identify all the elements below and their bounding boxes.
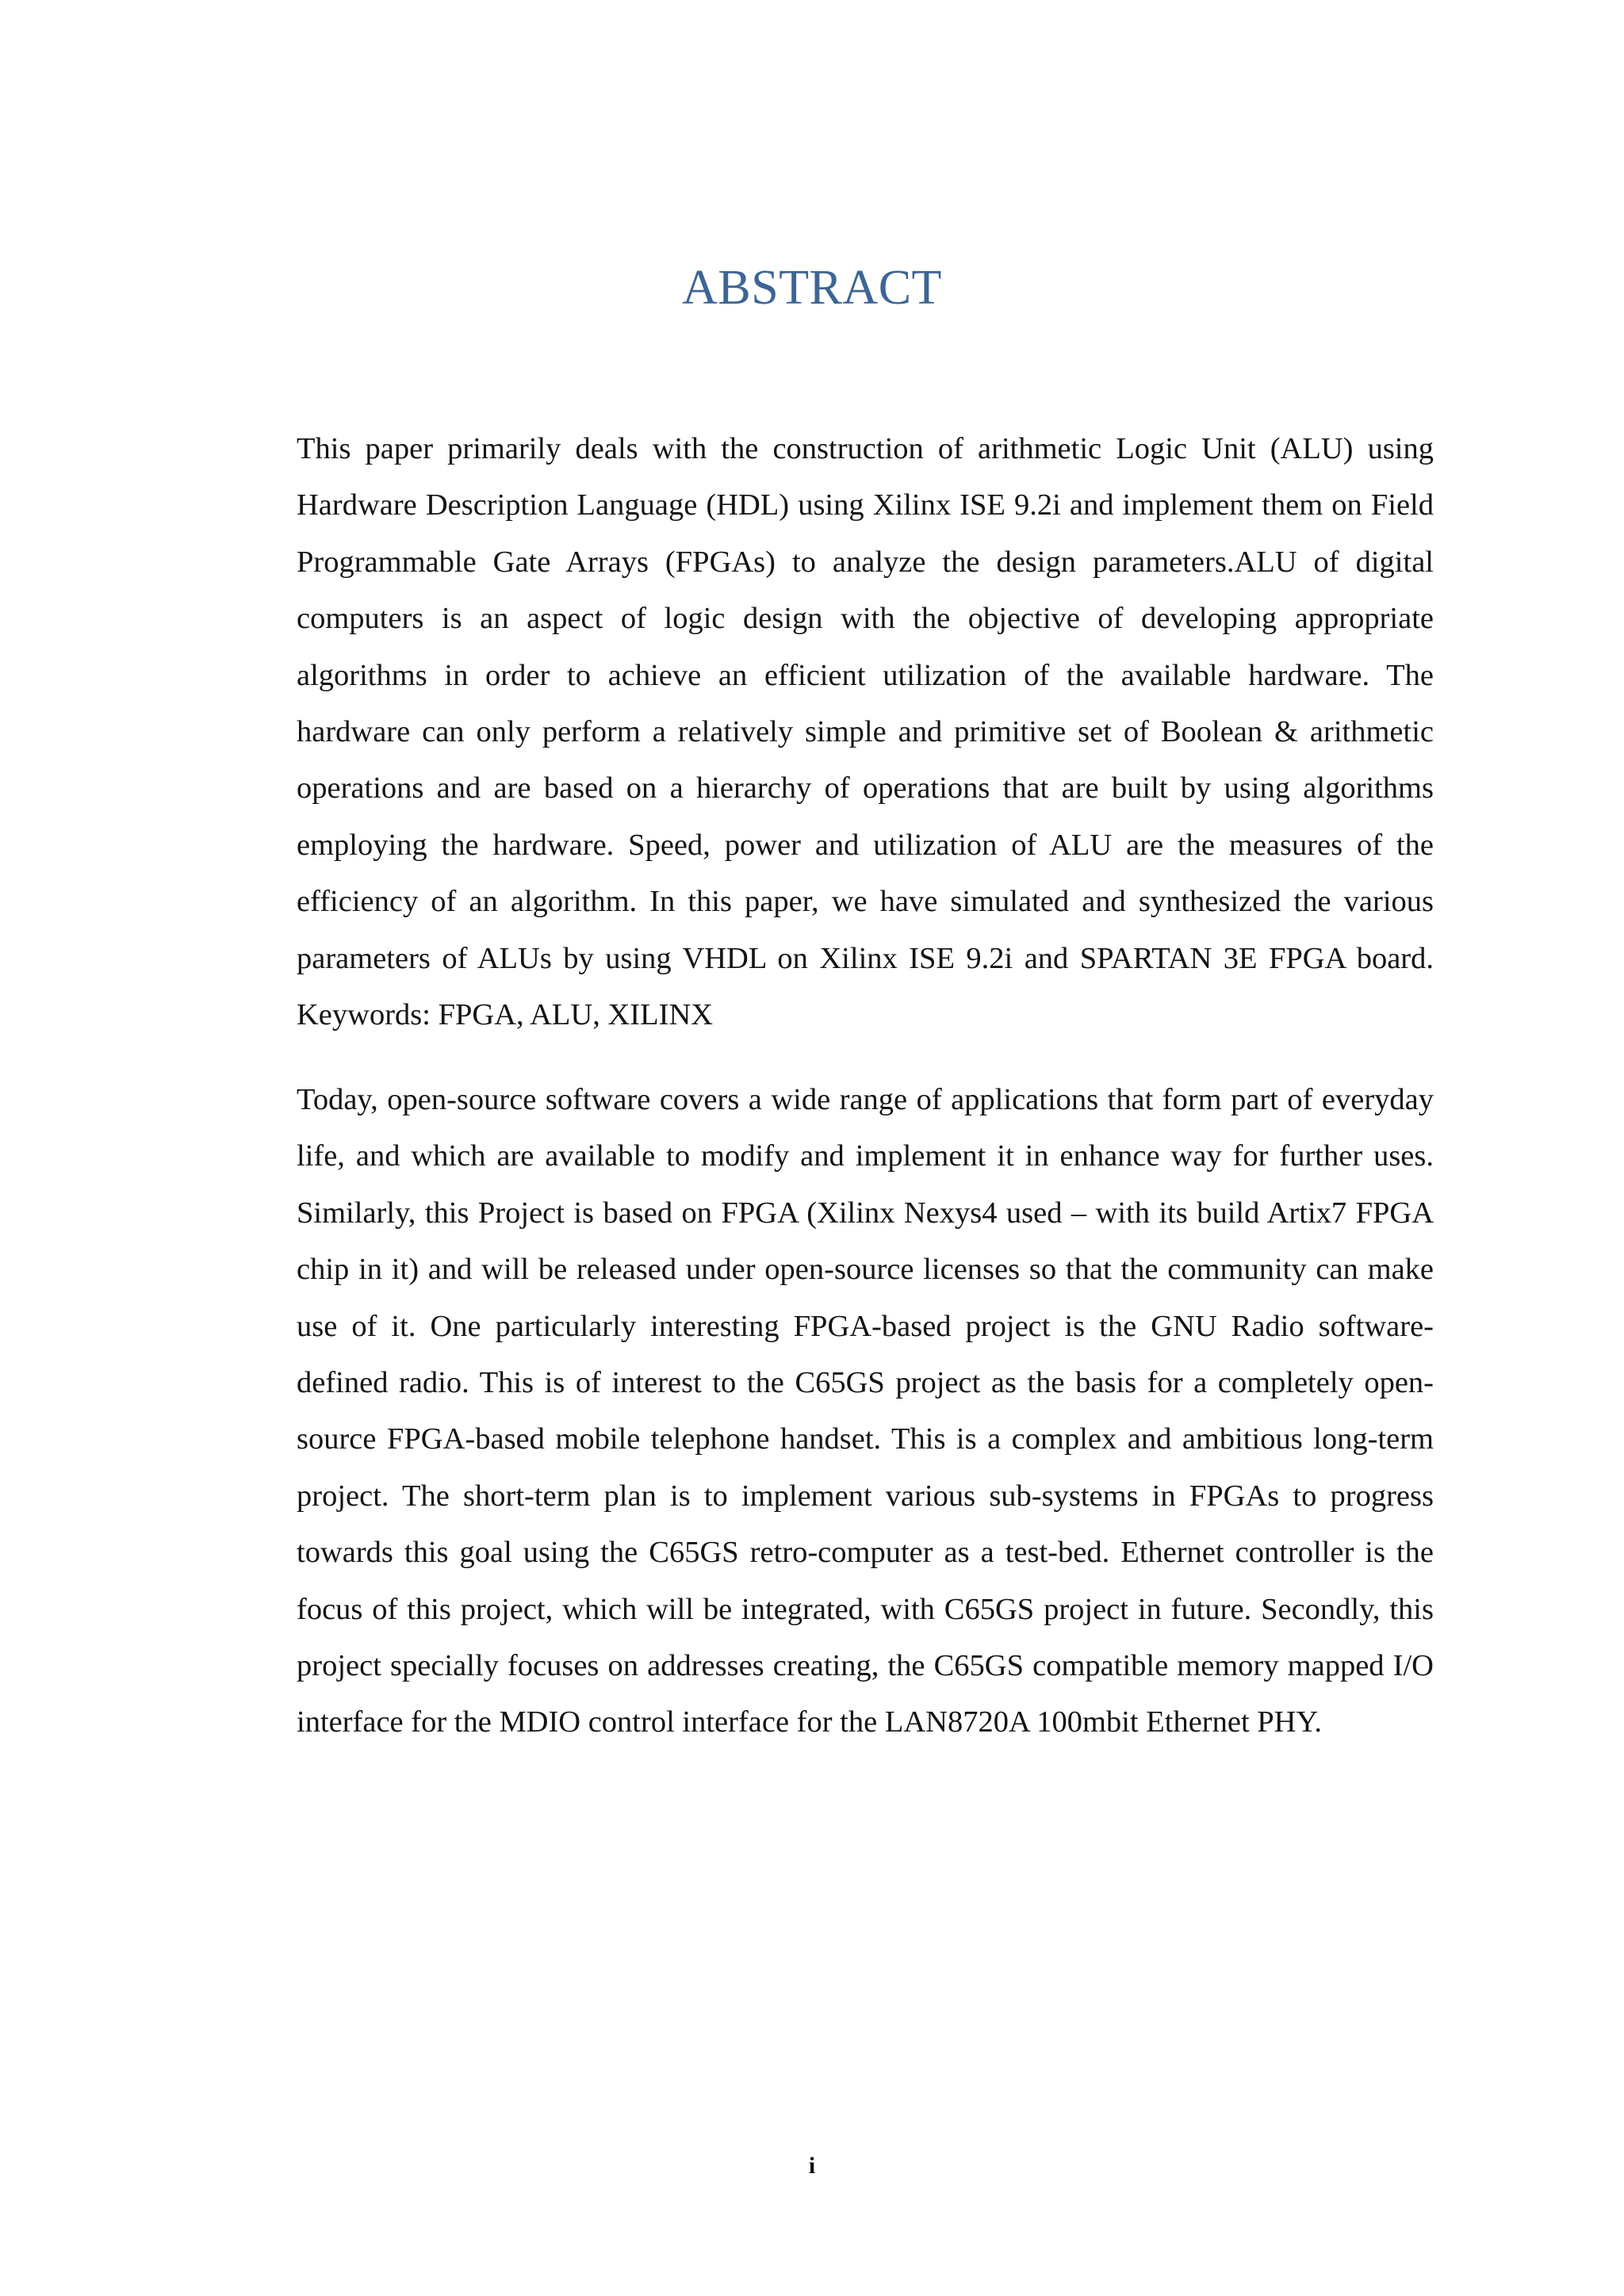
abstract-paragraph-2: Today, open-source software covers a wide range of applications that form part of everyday life, and which are available to modify and implement it in enhance way for further uses. Similarly, this Project is based on FPGA (Xilinx Nexys4 used – with its build Artix7 FPGA chip in it) and will be released under open-source licenses so that the community can make use of it. One particularly interesting FPGA-based project is the GNU Radio software-defined radio. This is of interest to the C65GS project as the basis for a completely open-source FPGA-based mobile telephone handset. This is a complex and ambitious long-term project. The short-term plan is to implement various sub-systems in FPGAs to progress towards this goal using the C65GS retro-computer as a test-bed. Ethernet controller is the focus of this project, which will be integrated, with C65GS project in future. Secondly, this project specially focuses on addresses creating, the C65GS compatible memory mapped I/O interface for the MDIO control interface for the LAN8720A 100mbit Ethernet PHY. bbox=[297, 1083, 1434, 1739]
abstract-heading: ABSTRACT bbox=[682, 261, 942, 315]
page-number: i bbox=[808, 2152, 816, 2179]
abstract-paragraph-1: This paper primarily deals with the construction of arithmetic Logic Unit (ALU) using Hardware Description Language (HDL) using Xilinx ISE 9.2i and implement them on Field Programmable Gate Arrays (FPGAs) to analyze the design parameters.ALU of digital computers is an aspect of logic design with the objective of developing appropriate algorithms in order to achieve an efficient utilization of the available hardware. The hardware can only perform a relatively simple and primitive set of Boolean & arithmetic operations and are based on a hierarchy of operations that are built by using algorithms employing the hardware. Speed, power and utilization of ALU are the measures of the efficiency of an algorithm. In this paper, we have simulated and synthesized the various parameters of ALUs by using VHDL on Xilinx ISE 9.2i and SPARTAN 3E FPGA board. Keywords: FPGA, ALU, XILINX bbox=[297, 432, 1434, 1032]
